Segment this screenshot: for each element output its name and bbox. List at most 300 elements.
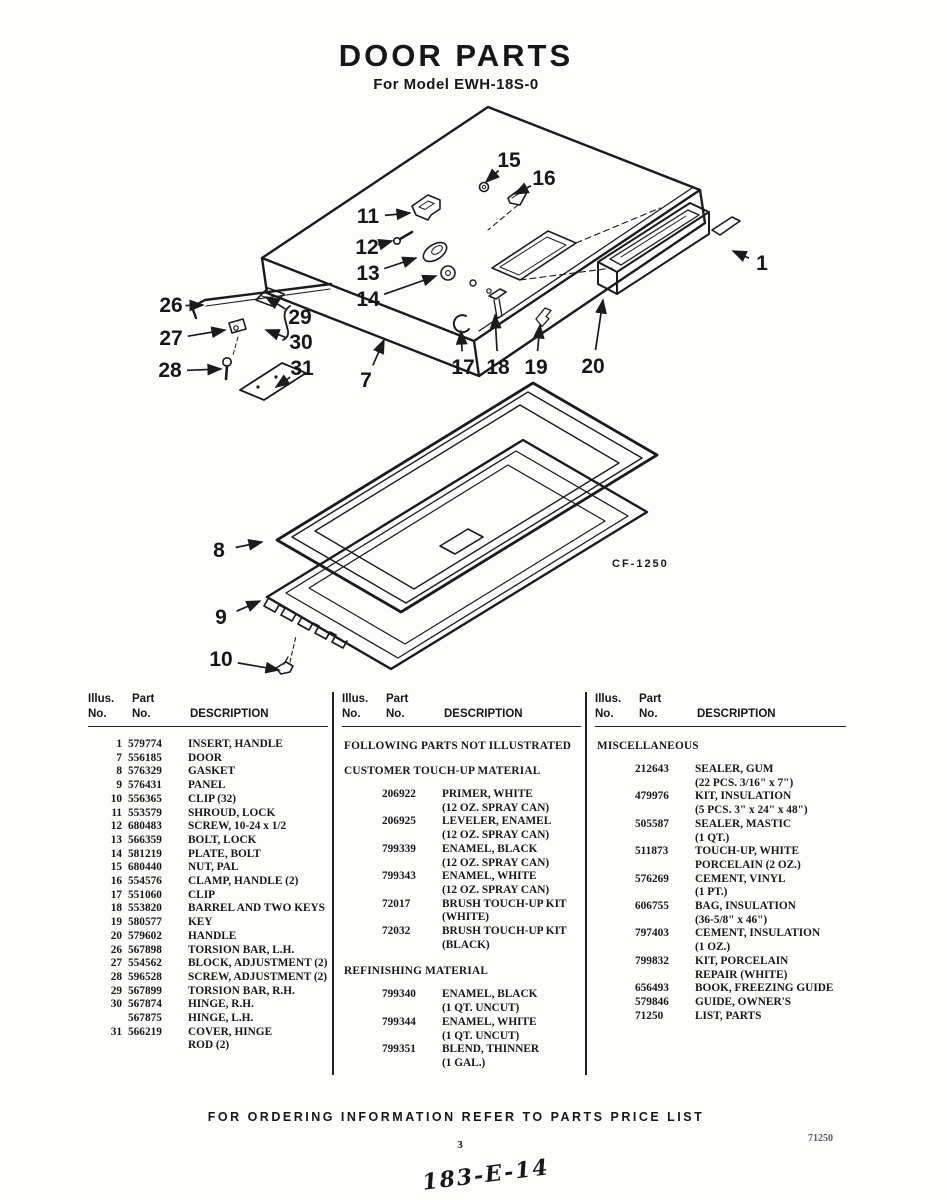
- illus-no-cell: 10: [110, 792, 122, 805]
- header-part-label: Part: [639, 693, 662, 705]
- illus-no-cell: 8: [116, 765, 122, 778]
- description-line: SHROUD, LOCK: [188, 806, 276, 819]
- description-cell: [188, 848, 328, 862]
- gap: [434, 788, 442, 815]
- callout-arrow-27: [188, 330, 225, 336]
- part-no-cell: 567899: [128, 984, 162, 997]
- table-row: [88, 930, 328, 944]
- table-row: [88, 916, 328, 930]
- description-line: (BLACK): [442, 938, 490, 951]
- callout-arrow-12: [378, 241, 392, 245]
- gap: [687, 927, 695, 954]
- illus-no-cell: 28: [110, 970, 122, 983]
- gap: [180, 902, 188, 916]
- callout-15: 15: [497, 149, 521, 172]
- illus-no-cell: [595, 900, 629, 927]
- callout-arrow-19: [538, 325, 540, 351]
- callout-17: 17: [451, 356, 475, 379]
- callout-arrow-13: [384, 258, 416, 269]
- part-no-cell: 206925: [382, 815, 416, 828]
- parts-column-1: [88, 692, 332, 1053]
- description-cell: [442, 1043, 581, 1070]
- illus-no-cell: [595, 790, 629, 817]
- description-line: TORSION BAR, L.H.: [188, 943, 295, 956]
- parts-column-2: [332, 692, 585, 1071]
- description-cell: [695, 996, 846, 1010]
- gap: [180, 807, 188, 821]
- lock-parts-art: [394, 183, 551, 333]
- parts-column-3: [585, 692, 846, 1023]
- part-no-cell: 556185: [128, 751, 162, 764]
- illus-no-cell: 16: [110, 875, 122, 888]
- callout-arrow-11: [385, 213, 410, 215]
- document-number: 71250: [808, 1133, 833, 1144]
- callout-27: 27: [159, 327, 183, 350]
- description-line: SEALER, MASTIC: [695, 817, 792, 830]
- part-no-cell: 797403: [635, 927, 669, 940]
- table-row: [88, 998, 328, 1012]
- table-row: [88, 752, 328, 766]
- callout-26: 26: [159, 294, 183, 317]
- description-line: KIT, PORCELAIN: [695, 954, 789, 967]
- part-no-cell: 596528: [128, 970, 162, 983]
- description-line: HANDLE: [188, 929, 237, 942]
- gap: [434, 843, 442, 870]
- illus-no-cell: 14: [110, 847, 122, 860]
- gap: [180, 820, 188, 834]
- description-line: CLAMP, HANDLE (2): [188, 875, 299, 888]
- table-row: [88, 875, 328, 889]
- gasket-art: [277, 383, 657, 612]
- gap: [180, 752, 188, 766]
- gap: [687, 996, 695, 1010]
- description-cell: [442, 898, 581, 925]
- description-line: TORSION BAR, R.H.: [188, 984, 295, 997]
- description-line: CEMENT, VINYL: [695, 872, 786, 885]
- callout-8: 8: [213, 539, 225, 562]
- callout-arrow-10: [238, 663, 279, 670]
- description-line: PLATE, BOLT: [188, 847, 261, 860]
- callout-arrow-8: [236, 542, 262, 548]
- table-row: [342, 1043, 581, 1070]
- gap: [180, 738, 188, 752]
- gap: [180, 793, 188, 807]
- table-row: [595, 790, 846, 817]
- gap: [180, 1012, 188, 1026]
- table-row: [595, 818, 846, 845]
- gap: [687, 845, 695, 872]
- illus-no-cell: [595, 1010, 629, 1024]
- description-line: BOLT, LOCK: [188, 833, 257, 846]
- callout-arrow-26: [185, 305, 203, 306]
- section-heading: REFINISHING MATERIAL: [344, 965, 489, 978]
- part-no-cell: 556365: [128, 792, 162, 805]
- table-row: [595, 955, 846, 982]
- description-cell: [188, 875, 328, 889]
- gap: [687, 1010, 695, 1024]
- description-line: (1 QT. UNCUT): [442, 1029, 520, 1042]
- callout-16: 16: [532, 167, 556, 190]
- gap: [434, 815, 442, 842]
- description-line: PANEL: [188, 779, 226, 792]
- part-no-cell: 576431: [128, 779, 162, 792]
- description-cell: [188, 930, 328, 944]
- description-line: CEMENT, INSULATION: [695, 927, 821, 940]
- gap: [687, 818, 695, 845]
- description-line: PORCELAIN (2 OZ.): [695, 858, 801, 871]
- header-spacer: [697, 692, 846, 707]
- table-row: [595, 996, 846, 1010]
- description-cell: [188, 752, 328, 766]
- illus-no-cell: [342, 1016, 376, 1043]
- part-no-cell: 554562: [128, 957, 162, 970]
- description-cell: [188, 793, 328, 807]
- description-cell: [442, 815, 581, 842]
- part-no-cell: 554576: [128, 875, 162, 888]
- description-cell: [442, 925, 581, 952]
- table-row: [88, 957, 328, 971]
- part-no-cell: 567898: [128, 943, 162, 956]
- gap: [180, 834, 188, 848]
- illus-no-cell: [342, 788, 376, 815]
- part-no-cell: 511873: [635, 845, 669, 858]
- illus-no-cell: 11: [111, 806, 122, 819]
- description-cell: [695, 1010, 846, 1024]
- part-no-cell: 71250: [635, 1009, 664, 1022]
- part-no-cell: 799339: [382, 842, 416, 855]
- table-row: [595, 873, 846, 900]
- gap: [180, 875, 188, 889]
- gap: [687, 763, 695, 790]
- gap: [687, 982, 695, 996]
- part-no-cell: 656493: [635, 982, 669, 995]
- header-illus-label: Illus.: [595, 693, 622, 705]
- gap: [687, 900, 695, 927]
- part-no-cell: 566219: [128, 1025, 162, 1038]
- section-heading: MISCELLANEOUS: [597, 740, 699, 752]
- illus-no-cell: 12: [110, 820, 122, 833]
- description-line: NUT, PAL: [188, 861, 239, 874]
- gap: [180, 861, 188, 875]
- column-header-line1: [88, 692, 328, 707]
- description-line: (1 GAL.): [442, 1056, 486, 1069]
- description-cell: [188, 861, 328, 875]
- gap: [180, 848, 188, 862]
- description-line: BAG, INSULATION: [695, 900, 796, 913]
- illus-no-cell: 13: [110, 833, 122, 846]
- part-no-cell: 551060: [128, 888, 162, 901]
- illus-no-cell: [595, 927, 629, 954]
- description-line: ROD (2): [188, 1039, 230, 1052]
- description-line: HINGE, L.H.: [188, 1012, 254, 1025]
- table-row: [595, 927, 846, 954]
- part-no-cell: 799344: [382, 1015, 416, 1028]
- column-header: [595, 692, 846, 727]
- callout-arrow-20: [596, 300, 603, 350]
- header-spacer: [190, 692, 328, 707]
- description-line: BRUSH TOUCH-UP KIT: [442, 897, 567, 910]
- description-line: (22 PCS. 3/16" x 7"): [695, 776, 794, 789]
- description-cell: [442, 788, 581, 815]
- description-line: HINGE, R.H.: [188, 998, 254, 1011]
- part-no-cell: 206922: [382, 788, 416, 800]
- illus-no-cell: [595, 996, 629, 1010]
- description-cell: [188, 985, 328, 999]
- illus-no-cell: 15: [110, 861, 122, 874]
- illus-no-cell: [595, 955, 629, 982]
- part-no-cell: 680440: [128, 861, 162, 874]
- description-cell: [442, 988, 581, 1015]
- table-row: [342, 815, 581, 842]
- description-line: CLIP: [188, 888, 215, 901]
- description-cell: [188, 944, 328, 958]
- illus-no-cell: [342, 925, 376, 952]
- callout-7: 7: [360, 369, 372, 392]
- table-row: [88, 1012, 328, 1026]
- description-line: LEVELER, ENAMEL: [442, 815, 552, 828]
- callout-arrow-9: [237, 601, 260, 611]
- hinge-hardware-art: [192, 284, 331, 400]
- illus-no-cell: [595, 763, 629, 790]
- figure-code: CF-1250: [612, 558, 669, 570]
- header-description-label: DESCRIPTION: [444, 708, 523, 720]
- description-cell: [695, 763, 846, 790]
- description-line: DOOR: [188, 751, 222, 764]
- gap: [180, 971, 188, 985]
- illus-no-cell: [595, 873, 629, 900]
- table-row: [88, 985, 328, 999]
- callout-arrow-1: [733, 251, 749, 258]
- illus-no-cell: [342, 988, 376, 1015]
- callout-arrow-17: [461, 331, 462, 351]
- header-description-label: DESCRIPTION: [190, 708, 269, 720]
- column-header: [342, 692, 581, 727]
- description-line: TOUCH-UP, WHITE: [695, 845, 799, 858]
- gap: [180, 765, 188, 779]
- part-no-cell: 553820: [128, 902, 162, 915]
- column-header-line2: [342, 707, 581, 722]
- description-line: KIT, INSULATION: [695, 790, 792, 803]
- callout-arrow-16: [515, 186, 531, 194]
- part-no-cell: 576329: [128, 765, 162, 778]
- part-no-cell: 799832: [635, 954, 669, 967]
- column-header-line2: [595, 707, 846, 722]
- description-cell: [695, 900, 846, 927]
- part-no-cell: 799343: [382, 870, 416, 883]
- description-line: SCREW, ADJUSTMENT (2): [188, 970, 328, 983]
- description-line: PRIMER, WHITE: [442, 788, 533, 800]
- part-no-cell: 606755: [635, 900, 669, 913]
- illus-no-cell: [342, 1043, 376, 1070]
- illus-no-cell: [88, 1012, 122, 1026]
- gap: [434, 870, 442, 897]
- table-row: [88, 848, 328, 862]
- callout-arrow-30: [266, 330, 285, 337]
- gap: [434, 898, 442, 925]
- gap: [180, 985, 188, 999]
- gap: [434, 1016, 442, 1043]
- gap: [180, 998, 188, 1012]
- callout-20: 20: [581, 355, 605, 378]
- description-cell: [188, 1026, 328, 1053]
- illus-no-cell: 17: [110, 888, 122, 901]
- description-cell: [695, 927, 846, 954]
- illus-no-cell: 31: [110, 1025, 122, 1038]
- part-no-cell: 581219: [128, 847, 162, 860]
- callout-10: 10: [209, 648, 233, 671]
- table-row: [88, 971, 328, 985]
- gap: [687, 790, 695, 817]
- illus-no-cell: 1: [116, 738, 122, 750]
- part-no-cell: 680483: [128, 820, 162, 833]
- rows-block: [88, 738, 328, 1053]
- description-line: (1 OZ.): [695, 941, 731, 954]
- illus-no-cell: [342, 843, 376, 870]
- rows-block: [342, 788, 581, 952]
- callout-arrow-7: [373, 340, 384, 365]
- header-illus-label: Illus.: [88, 693, 115, 705]
- table-row: [342, 988, 581, 1015]
- gap: [434, 988, 442, 1015]
- gap: [180, 930, 188, 944]
- description-cell: [695, 873, 846, 900]
- description-line: (WHITE): [442, 911, 490, 924]
- description-cell: [695, 955, 846, 982]
- description-line: ENAMEL, WHITE: [442, 1015, 537, 1028]
- description-line: BLEND, THINNER: [442, 1043, 540, 1056]
- gap: [687, 873, 695, 900]
- callout-19: 19: [524, 356, 548, 379]
- illus-no-cell: [595, 818, 629, 845]
- description-cell: [695, 845, 846, 872]
- illus-no-cell: [342, 815, 376, 842]
- column-header-line1: [342, 692, 581, 707]
- description-line: ENAMEL, WHITE: [442, 870, 537, 883]
- illus-no-cell: [595, 982, 629, 996]
- header-no-label: No.: [595, 708, 614, 720]
- description-cell: [188, 1012, 328, 1026]
- description-line: BOOK, FREEZING GUIDE: [695, 982, 834, 995]
- callout-29: 29: [288, 306, 312, 329]
- part-no-cell: 566359: [128, 833, 162, 846]
- description-line: BARREL AND TWO KEYS: [188, 902, 325, 915]
- description-cell: [188, 834, 328, 848]
- table-row: [88, 779, 328, 793]
- illus-no-cell: 26: [110, 943, 122, 956]
- illus-no-cell: 9: [116, 779, 122, 792]
- page-number: 3: [457, 1139, 463, 1151]
- illus-no-cell: [342, 898, 376, 925]
- callout-1: 1: [756, 252, 768, 275]
- description-line: COVER, HINGE: [188, 1025, 273, 1038]
- description-line: (1 QT.): [695, 831, 730, 844]
- description-line: BLOCK, ADJUSTMENT (2): [188, 957, 328, 970]
- table-row: [88, 820, 328, 834]
- gap: [180, 779, 188, 793]
- description-line: (12 OZ. SPRAY CAN): [442, 856, 550, 869]
- gap: [180, 916, 188, 930]
- part-no-cell: 799340: [382, 988, 416, 1001]
- table-row: [342, 925, 581, 952]
- table-row: [88, 1026, 328, 1053]
- description-line: ENAMEL, BLACK: [442, 842, 538, 855]
- header-no-label: No.: [386, 708, 405, 720]
- callout-14: 14: [356, 288, 380, 311]
- description-cell: [442, 1016, 581, 1043]
- gap: [434, 925, 442, 952]
- table-row: [88, 902, 328, 916]
- description-line: INSERT, HANDLE: [188, 738, 283, 750]
- description-line: GUIDE, OWNER'S: [695, 995, 792, 1008]
- callout-arrow-15: [486, 170, 499, 182]
- description-line: ENAMEL, BLACK: [442, 988, 538, 1001]
- rows-block: [342, 988, 581, 1070]
- illus-no-cell: 29: [110, 984, 122, 997]
- table-row: [88, 765, 328, 779]
- illus-no-cell: 19: [110, 916, 122, 929]
- page-title: DOOR PARTS: [338, 38, 574, 73]
- part-no-cell: 212643: [635, 763, 669, 775]
- description-line: (5 PCS. 3" x 24" x 48"): [695, 804, 808, 817]
- table-row: [88, 793, 328, 807]
- description-line: BRUSH TOUCH-UP KIT: [442, 925, 567, 938]
- description-cell: [188, 957, 328, 971]
- description-cell: [695, 982, 846, 996]
- part-no-cell: 553579: [128, 806, 162, 819]
- table-row: [342, 870, 581, 897]
- description-line: GASKET: [188, 765, 236, 778]
- description-cell: [188, 916, 328, 930]
- table-row: [88, 807, 328, 821]
- description-cell: [188, 779, 328, 793]
- description-line: (1 PT.): [695, 886, 728, 899]
- header-spacer: [444, 692, 581, 707]
- section-note: FOLLOWING PARTS NOT ILLUSTRATED: [344, 740, 572, 752]
- part-no-cell: 579602: [128, 929, 162, 942]
- description-cell: [188, 889, 328, 903]
- description-cell: [188, 807, 328, 821]
- part-no-cell: 576269: [635, 872, 669, 885]
- description-line: (1 QT. UNCUT): [442, 1002, 520, 1015]
- description-line: (12 OZ. SPRAY CAN): [442, 883, 550, 896]
- callout-12: 12: [355, 236, 379, 259]
- illus-no-cell: 27: [110, 957, 122, 970]
- part-no-cell: 567875: [128, 1012, 162, 1025]
- ordering-note: FOR ORDERING INFORMATION REFER TO PARTS PRICE LIST: [207, 1110, 705, 1124]
- rows-block: [595, 763, 846, 1023]
- part-no-cell: 580577: [128, 916, 162, 929]
- description-cell: [188, 738, 328, 752]
- table-row: [88, 861, 328, 875]
- illus-no-cell: 20: [110, 929, 122, 942]
- table-row: [342, 898, 581, 925]
- callout-30: 30: [289, 331, 313, 354]
- table-row: [88, 834, 328, 848]
- header-no-label: No.: [132, 708, 151, 720]
- handwritten-note: 183-E-14: [420, 1154, 552, 1196]
- part-no-cell: 567874: [128, 998, 162, 1011]
- gap: [434, 1043, 442, 1070]
- table-row: [595, 845, 846, 872]
- column-header: [88, 692, 328, 727]
- header-no-label: No.: [342, 708, 361, 720]
- description-line: SEALER, GUM: [695, 763, 774, 775]
- callout-11: 11: [356, 205, 380, 228]
- page-subtitle: For Model EWH-18S-0: [373, 76, 539, 93]
- table-row: [88, 944, 328, 958]
- description-cell: [188, 998, 328, 1012]
- header-illus-label: Illus.: [342, 693, 369, 705]
